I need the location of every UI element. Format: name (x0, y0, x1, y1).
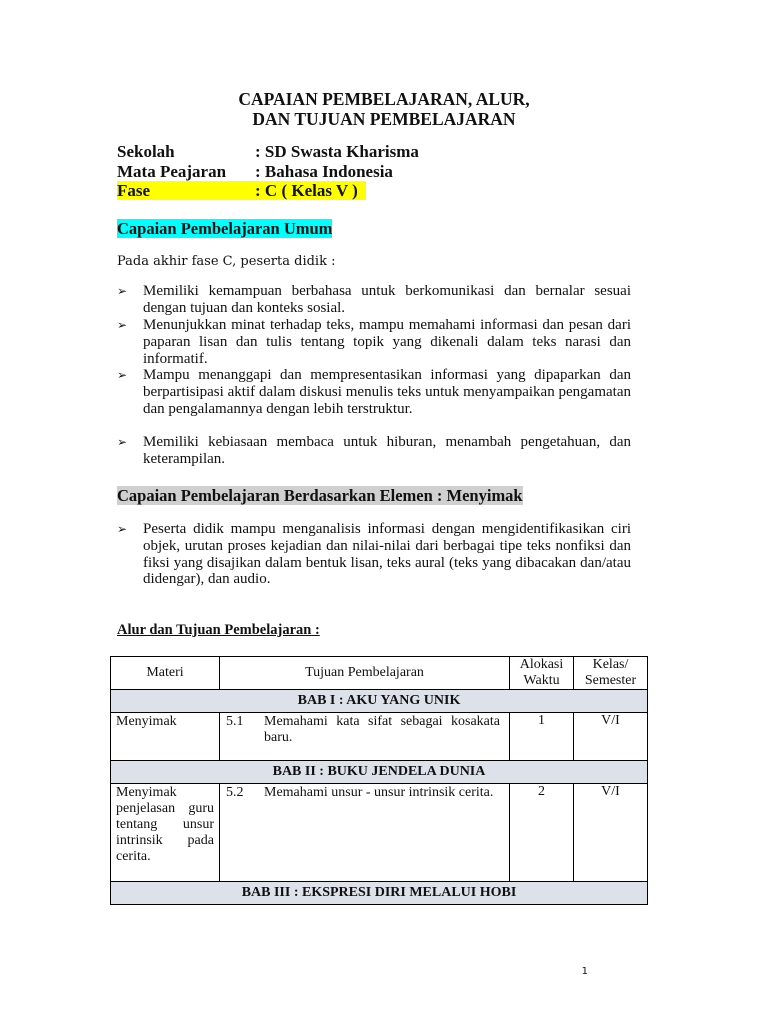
section-heading-text: Capaian Pembelajaran Berdasarkan Elemen : Menyimak (117, 486, 523, 505)
header-tujuan: Tujuan Pembelajaran (220, 657, 510, 690)
header-alokasi: Alokasi Waktu (510, 657, 574, 690)
cell-kelas: V/I (574, 784, 648, 882)
cell-materi (111, 713, 220, 761)
info-label: Fase (117, 181, 151, 200)
chapter-title: BAB I : AKU YANG UNIK (111, 690, 648, 713)
info-value: : C ( Kelas V ) (255, 181, 358, 200)
section-heading-menyimak (117, 486, 523, 506)
arrow-bullet-icon: ➢ (117, 318, 128, 332)
header-materi: Materi (111, 657, 220, 690)
table-header-row (111, 657, 648, 690)
cell-materi-text: Menyimak penjelasan guru tentang unsur intrinsik pada cerita. (116, 785, 214, 864)
cell-materi-text: Menyimak (116, 714, 177, 729)
objective-text: Memahami unsur - unsur intrinsik cerita. (264, 785, 494, 800)
list-item-text: Memiliki kebiasaan membaca untuk hiburan, menambah pengetahuan, dan keterampilan. (143, 434, 631, 467)
list-item-text: Peserta didik mampu menganalisis informasi dengan mengidentifikasikan ciri objek, urutan proses kejadian dan nilai-nilai dari berbagai tipe teks nonfiksi dan fiksi yang disajikan dalam bentuk lisan, teks aural (teks yang dibacakan dan/atau didengar), dan audio. (143, 521, 631, 588)
table-chapter-row (111, 882, 648, 905)
list-item-text: Menunjukkan minat terhadap teks, mampu memahami informasi dan pesan dari paparan lisan dan tulis tentang topik yang dikenali dalam teks narasi dan informatif. (143, 317, 631, 367)
table-chapter-row (111, 761, 648, 784)
objective-number: 5.1 (226, 714, 244, 729)
info-sekolah (117, 142, 419, 161)
learning-objectives-table (110, 656, 648, 905)
cell-tujuan (220, 784, 510, 882)
cell-alokasi: 1 (510, 713, 574, 761)
list-item-text: Mampu menanggapi dan mempresentasikan informasi yang dipaparkan dan berpartisipasi aktif dalam diskusi menulis teks untuk menyampaikan pengamatan dan pengalamannya dengan lebih terstruktur. (143, 367, 631, 417)
page-number: 1 (581, 966, 588, 977)
info-label: Sekolah (117, 142, 175, 161)
list-item-text: Memiliki kemampuan berbahasa untuk berkomunikasi dan bernalar sesuai dengan tujuan dan konteks sosial. (143, 283, 631, 316)
section-intro: Pada akhir fase C, peserta didik : (117, 254, 336, 269)
alur-heading: Alur dan Tujuan Pembelajaran : (117, 622, 320, 638)
arrow-bullet-icon: ➢ (117, 284, 128, 298)
cell-materi (111, 784, 220, 882)
table-chapter-row (111, 690, 648, 713)
info-value: : Bahasa Indonesia (255, 162, 393, 181)
cell-kelas: V/I (574, 713, 648, 761)
document-title-line-1: CAPAIAN PEMBELAJARAN, ALUR, (238, 89, 530, 109)
info-fase (117, 181, 358, 200)
section-heading-text: Capaian Pembelajaran Umum (117, 219, 333, 238)
document-title-line-2: DAN TUJUAN PEMBELAJARAN (252, 109, 516, 129)
objective-text: Memahami kata sifat sebagai kosakata baru. (264, 714, 500, 745)
info-mata-pelajaran (117, 162, 393, 181)
table-row (111, 784, 648, 882)
arrow-bullet-icon: ➢ (117, 368, 128, 382)
table-row (111, 713, 648, 761)
chapter-title: BAB III : EKSPRESI DIRI MELALUI HOBI (111, 882, 648, 905)
section-heading-umum (117, 219, 332, 239)
header-kelas: Kelas/ Semester (574, 657, 648, 690)
chapter-title: BAB II : BUKU JENDELA DUNIA (111, 761, 648, 784)
info-label: Mata Peajaran (117, 162, 227, 181)
arrow-bullet-icon: ➢ (117, 435, 128, 449)
info-value: : SD Swasta Kharisma (255, 142, 419, 161)
cell-tujuan (220, 713, 510, 761)
arrow-bullet-icon: ➢ (117, 522, 128, 536)
cell-alokasi: 2 (510, 784, 574, 882)
objective-number: 5.2 (226, 785, 244, 800)
